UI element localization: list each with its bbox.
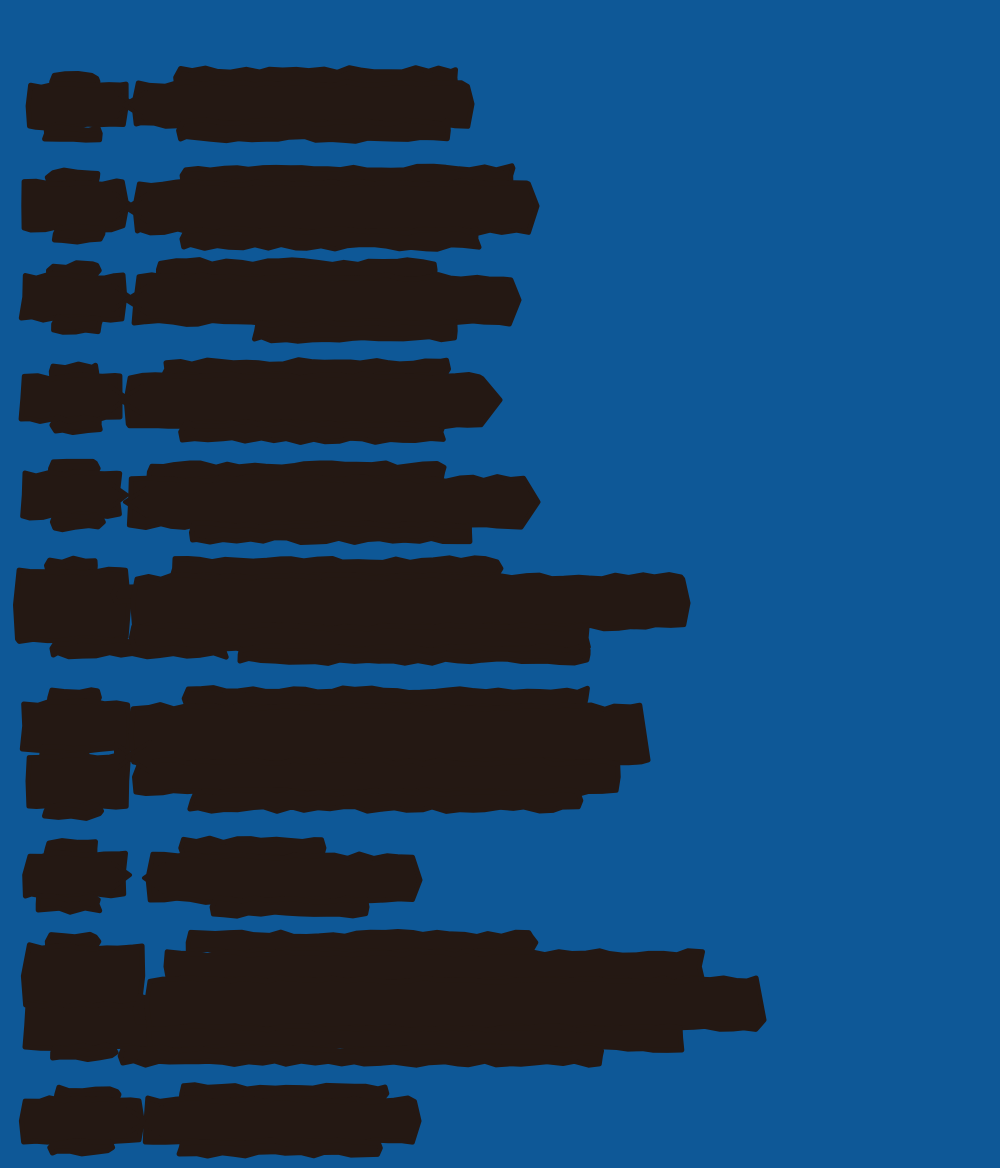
speech-bubble-blob	[255, 321, 456, 342]
speech-bubble-blob	[190, 790, 581, 812]
speech-bubble-blob	[126, 374, 500, 427]
speech-bubble-blob	[147, 978, 765, 1031]
speech-bubble-blob	[192, 523, 470, 543]
speaker-label-blob	[23, 945, 142, 1007]
speech-bubble-blob	[133, 575, 688, 630]
speech-bubble-blob	[120, 1047, 601, 1066]
speech-bubble-blob	[181, 422, 444, 443]
speaker-label-blob	[52, 515, 103, 530]
speaker-label-blob	[50, 1141, 113, 1154]
speech-bubble-blob	[182, 229, 479, 250]
speaker-label-blob	[28, 755, 128, 808]
speech-bubble-blob	[179, 120, 449, 142]
speech-bubble-blob	[179, 1140, 380, 1156]
speech-row	[21, 360, 500, 443]
speech-bubble-blob	[145, 1098, 419, 1145]
speech-bubble-blob	[134, 275, 519, 325]
speaker-label-blob	[21, 1098, 142, 1144]
speech-bubble-blob	[148, 854, 420, 903]
speaker-label-blob	[52, 417, 100, 433]
speech-row	[21, 1085, 419, 1156]
speech-row	[22, 688, 648, 819]
speaker-label-blob	[24, 181, 127, 230]
speech-row	[21, 260, 519, 342]
speech-bubble-blob	[129, 477, 538, 528]
speaker-label-blob	[54, 226, 103, 242]
speech-row	[24, 166, 537, 249]
speech-bubble-blob	[188, 932, 536, 954]
speech-row	[23, 932, 764, 1066]
speech-bubble-blob	[131, 705, 648, 765]
speech-bubble-blob	[135, 181, 537, 234]
speaker-label-blob	[54, 317, 101, 333]
speaker-label-blob	[21, 274, 124, 320]
speaker-label-blob	[45, 804, 102, 818]
speech-row	[16, 558, 689, 664]
speaker-label-blob	[28, 84, 126, 128]
speaker-label-blob	[23, 472, 120, 518]
speaker-label-blob	[38, 896, 99, 913]
speech-row	[28, 68, 472, 142]
speaker-label-blob	[25, 853, 126, 897]
speech-row	[25, 838, 420, 916]
speech-bubble-blob	[240, 646, 588, 664]
speaker-label-blob	[45, 127, 101, 140]
speaker-label-blob	[16, 569, 129, 641]
speaker-label-blob	[53, 1045, 116, 1060]
speaker-label-blob	[22, 701, 129, 751]
speech-bubble-blob	[212, 898, 367, 916]
speaker-label-blob	[21, 375, 120, 422]
speech-row	[23, 461, 538, 542]
